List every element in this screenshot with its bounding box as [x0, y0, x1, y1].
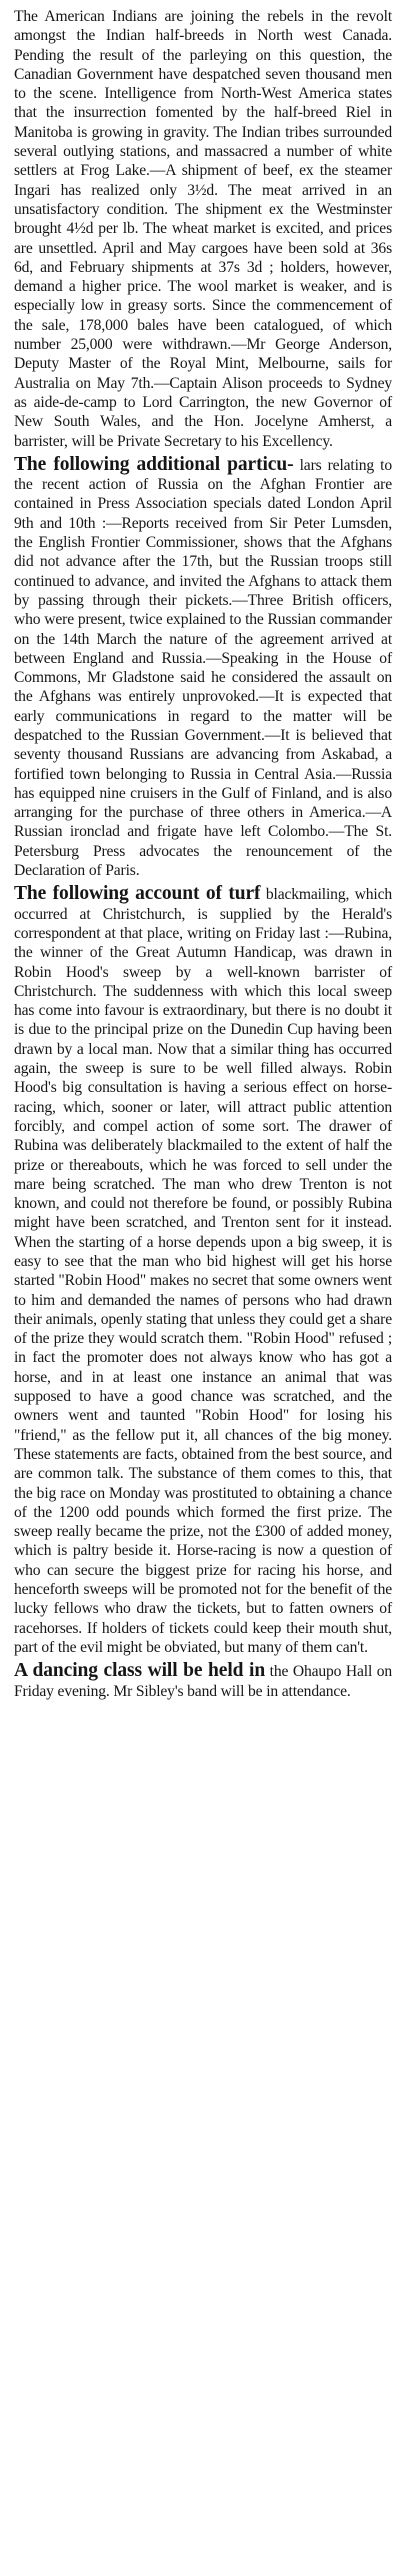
article-turf-blackmailing	[14, 884, 392, 1657]
article-body	[14, 1661, 392, 1701]
article-afghan-frontier	[14, 455, 392, 881]
article-text: blackmailing, which occurred at Christchurch, is supplied by the Herald's correspondent at that place, writing on Friday last :—Rubina, the winner of the Great Autumn Handicap, was drawn in Robin Hood's sweep by a well-known barrister of Christchurch. The suddenness with which this local sweep has come into favour is extraordinary, but there is no doubt it is due to the principal prize on the Dunedin Cup having been drawn by a local man. Now that a similar thing has occurred again, the sweep is sure to be well filled always. Robin Hood's big consultation is having a serious effect on horse-racing, which, sooner or later, will attract public attention forcibly, and compel action of some sort. The drawer of Rubina was deliberately blackmailed to the extent of half the prize or thereabouts, which he was forced to sell under the mare being scratched. The man who drew Trenton is not known, and could not therefore be found, or possibly Rubina might have been scratched, and Trenton sent for it instead. When the starting of a horse depends upon a big sweep, it is easy to see that the man who bid highest will get his horse started "Robin Hood" makes no secret that some owners went to him and demanded the names of persons who had drawn their animals, openly stating that unless they could get a share of the prize they would scratch them. "Robin Hood" refused ; in fact the promoter does not always know who has got a horse, and in at least one instance an animal that was supposed to have a good chance was scratched, and the owners went and taunted "Robin Hood" for losing his "friend," as the fellow put it, all chances of the big money. These statements are facts, obtained from the best source, and are common talk. The substance of them comes to this, that the big race on Monday was prostituted to obtaining a chance of the 1200 odd pounds which formed the first prize. The sweep really became the prize, not the £300 of added money, which is paltry beside it. Horse-racing is now a question of who can secure the biggest prize for racing his horse, and henceforth sweeps will be promoted not for the benefit of the lucky fellows who draw the tickets, but to fatten owners of racehorses. If holders of tickets could keep their mouth shut, part of the evil might be obviated, but many of them can't.	[14, 886, 392, 1656]
article-body	[14, 884, 392, 1657]
article-dancing-class	[14, 1661, 392, 1701]
article-lead: The following additional particu-	[14, 453, 294, 475]
article-text: The American Indians are joining the rebels in the revolt amongst the Indian half-breeds in North west Canada. Pending the result of the parleying on this question, the Canadian Government have despatched seven thousand men to the scene. Intelligence from North-West America states that the insurrection fomented by the half-breed Riel in Manitoba is growing in gravity. The Indian tribes surrounded several outlying stations, and massacred a number of white settlers at Frog Lake.—A shipment of beef, ex the steamer Ingari has realized only 3½d. The meat arrived in an unsatisfactory condition. The shipment ex the Westminster brought 4½d per lb. The wheat market is excited, and prices are unsettled. April and May cargoes have been sold at 36s 6d, and February shipments at 37s 3d ; holders, however, demand a higher price. The wool market is weaker, and is especially low in greasy sorts. Since the commencement of the sale, 178,000 bales have been catalogued, of which number 25,000 were withdrawn.—Mr George Anderson, Deputy Master of the Royal Mint, Melbourne, sails for Australia on May 7th.—Captain Alison proceeds to Sydney as aide-de-camp to Lord Carrington, the new Governor of New South Wales, and the Hon. Jocelyne Amherst, a barrister, will be Private Secretary to his Excellency.	[14, 8, 392, 450]
article-lead: A dancing class will be held in	[14, 1660, 266, 1682]
article-text: the Ohaupo Hall on Friday evening. Mr Sibley's band will be in attendance.	[14, 1663, 392, 1700]
article-canada-news	[14, 6, 392, 451]
article-body	[14, 6, 392, 451]
article-lead: The following account of turf	[14, 883, 261, 905]
article-body	[14, 455, 392, 881]
article-text: lars relating to the recent action of Russia on the Afghan Frontier are contained in Press Association specials dated London April 9th and 10th :—Reports received from Sir Peter Lumsden, the English Frontier Commissioner, shows that the Afghans did not advance after the 17th, but the Russian troops still continued to advance, and invited the Afghans to attack them by passing through their pickets.—Three British officers, who were present, twice explained to the Russian commander on the 14th March the nature of the agreement arrived at between England and Russia.—Speaking in the House of Commons, Mr Gladstone said he considered the assault on the Afghans was entirely unprovoked.—It is expected that early communications in regard to the matter will be despatched to the Russian Government.—It is believed that seventy thousand Russians are advancing from Askabad, a fortified town belonging to Russia in Central Asia.—Russia has equipped nine cruisers in the Gulf of Finland, and is also arranging for the purchase of three others in America.—A Russian ironclad and frigate have left Colombo.—The St. Petersburg Press advocates the renouncement of the Declaration of Paris.	[14, 456, 393, 880]
